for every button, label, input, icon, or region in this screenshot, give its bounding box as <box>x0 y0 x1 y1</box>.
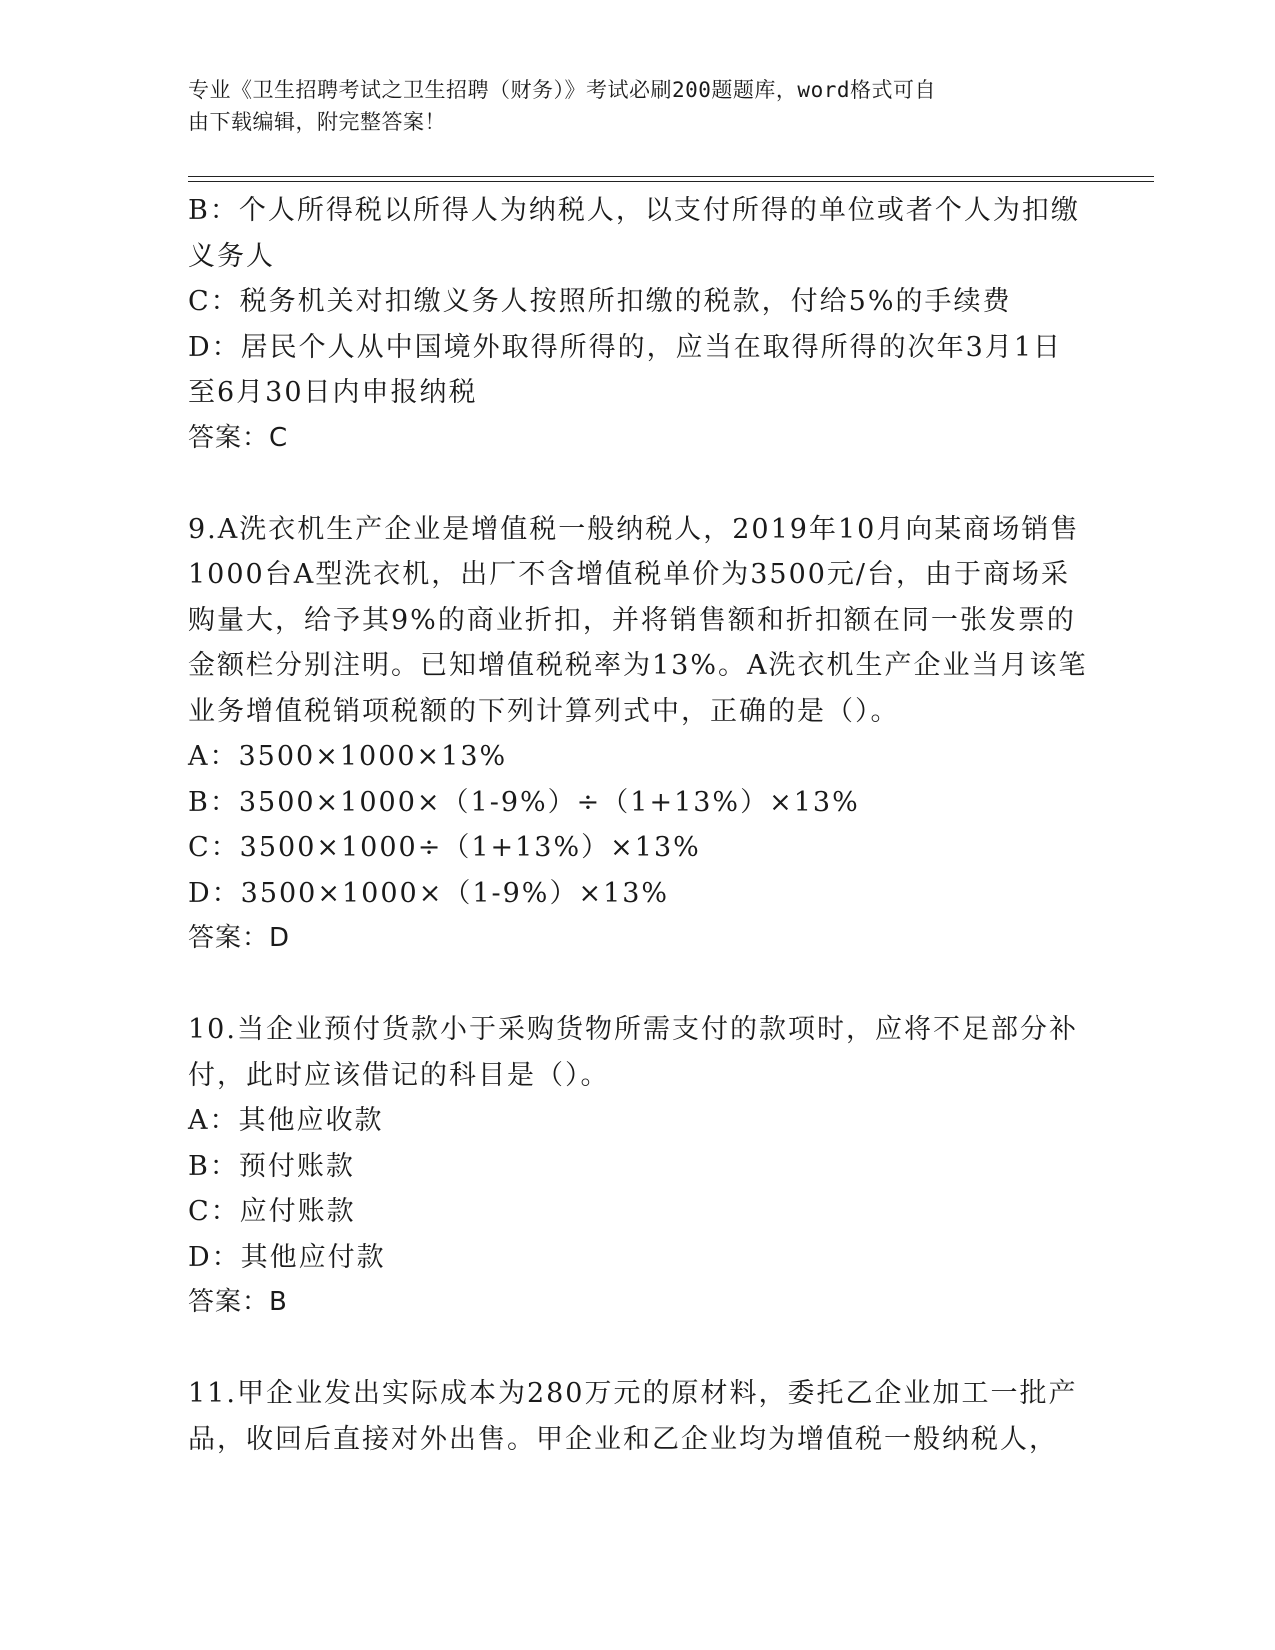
question-stem-line: 金额栏分别注明。已知增值税税率为13%。A洗衣机生产企业当月该笔 <box>188 650 1088 681</box>
document-header <box>188 74 1068 138</box>
question-9 <box>188 507 1088 962</box>
spacer <box>188 962 1088 1008</box>
question-11 <box>188 1371 1088 1462</box>
header-line-1: 专业《卫生招聘考试之卫生招聘（财务）》考试必刷200题题库，word格式可自 <box>188 78 936 102</box>
option-d: D：3500×1000×（1-9%）×13% <box>188 877 670 909</box>
document-body <box>188 188 1088 1462</box>
option-d-line-2: 至6月30日内申报纳税 <box>188 377 478 408</box>
option-b-line-2: 义务人 <box>188 240 275 272</box>
header-divider-top <box>188 176 1154 177</box>
answer: 答案：D <box>188 923 291 953</box>
option-c: C：应付账款 <box>188 1196 356 1227</box>
answer: 答案：C <box>188 422 289 453</box>
question-stem-line: 购量大，给予其9%的商业折扣，并将销售额和折扣额在同一张发票的 <box>188 604 1076 636</box>
spacer <box>188 1326 1088 1372</box>
question-stem-line: 1000台A型洗衣机，出厂不含增值税单价为3500元/台，由于商场采 <box>188 559 1071 590</box>
question-stem-line: 9.A洗衣机生产企业是增值税一般纳税人，2019年10月向某商场销售 <box>188 513 1080 545</box>
question-stem-line: 品，收回后直接对外出售。甲企业和乙企业均为增值税一般纳税人， <box>188 1423 1058 1455</box>
question-stem-line: 付，此时应该借记的科目是（）。 <box>188 1059 610 1091</box>
spacer <box>188 461 1088 507</box>
option-c: C：3500×1000÷（1+13%）×13% <box>188 832 701 863</box>
option-a: A：其他应收款 <box>188 1105 384 1136</box>
header-line-2: 由下载编辑，附完整答案！ <box>188 110 446 134</box>
question-10 <box>188 1007 1088 1326</box>
option-b-line-1: B：个人所得税以所得人为纳税人，以支付所得的单位或者个人为扣缴 <box>188 195 1080 226</box>
question-stem-line: 11.甲企业发出实际成本为280万元的原材料，委托乙企业加工一批产 <box>188 1378 1078 1409</box>
option-a: A：3500×1000×13% <box>188 741 508 772</box>
option-b: B：3500×1000×（1-9%）÷（1+13%）×13% <box>188 786 860 818</box>
question-stem-line: 业务增值税销项税额的下列计算列式中，正确的是（）。 <box>188 695 900 727</box>
option-c: C：税务机关对扣缴义务人按照所扣缴的税款，付给5%的手续费 <box>188 286 1012 317</box>
option-d-line-1: D：居民个人从中国境外取得所得的，应当在取得所得的次年3月1日 <box>188 331 1063 363</box>
answer: 答案：B <box>188 1287 288 1317</box>
question-stem-line: 10.当企业预付货款小于采购货物所需支付的款项时，应将不足部分补 <box>188 1014 1078 1045</box>
question-8-tail <box>188 188 1088 461</box>
header-divider-bottom <box>188 181 1154 182</box>
option-b: B：预付账款 <box>188 1150 355 1182</box>
option-d: D：其他应付款 <box>188 1241 386 1273</box>
